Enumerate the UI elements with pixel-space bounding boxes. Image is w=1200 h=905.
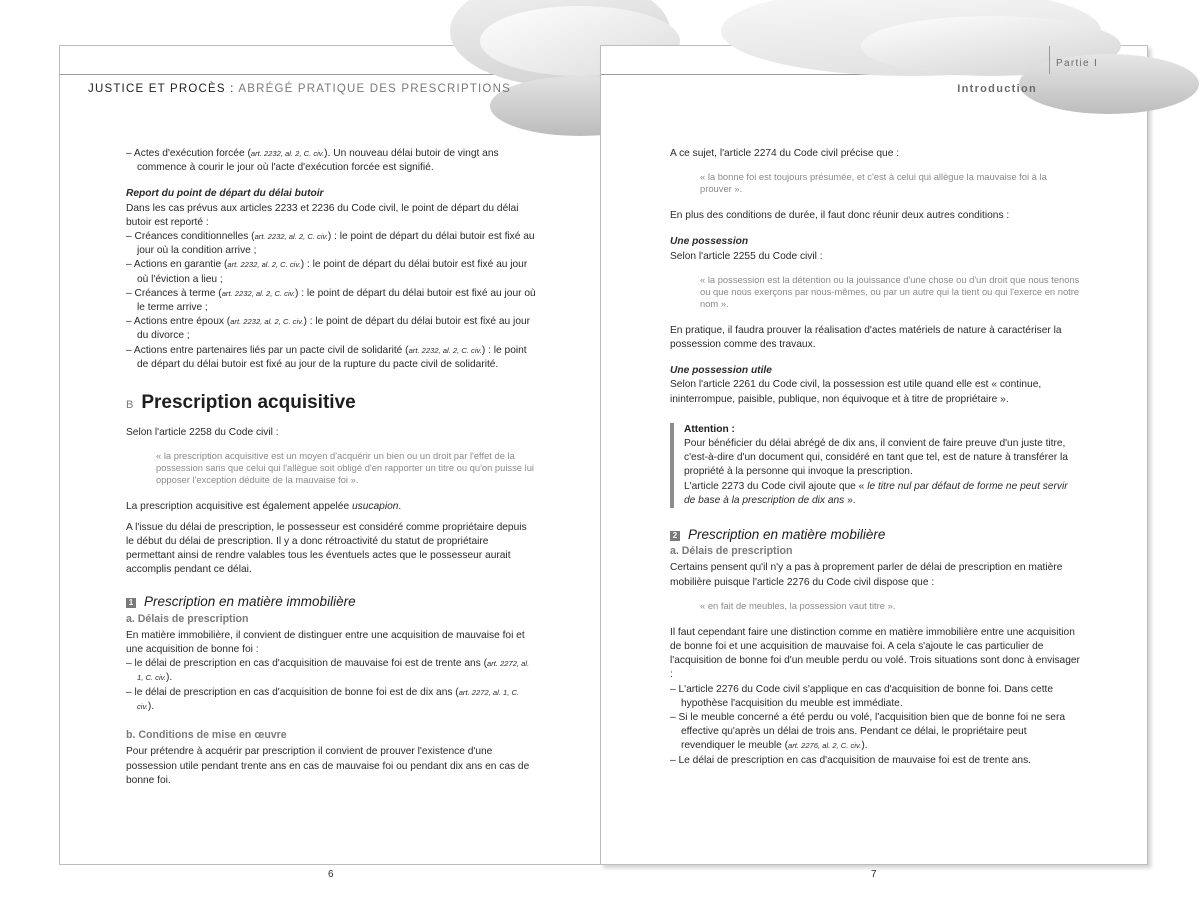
header-swoosh-decoration [601,46,1049,74]
section-title: Prescription acquisitive [141,392,356,414]
subsection-title: Prescription en matière immobilière [144,594,356,610]
list-item: – Actions en garantie (art. 2232, al. 2, C. civ.) : le point de départ du délai butoir est fixé au jour où l'éviction a lieu ; [126,259,528,285]
right-page [600,45,1148,880]
paragraph: A l'issue du délai de prescription, le possesseur est considéré comme propriétaire depuis le début du délai de prescription. Il y a donc rétroactivité du statut de propriétaire permettant ainsi de rendre valables tous les éventuels actes que le possesseur aurait accomplis pendant ce délai. [126,521,527,576]
legal-quote: « la prescription acquisitive est un moyen d'acquérir un bien ou un droit par l'effet de la possession sans que celui qui l'allègue soit obligé d'en rapporter un titre ou qu'on puisse lui opposer l'exception déduite de la mauvaise foi ». [156,450,535,486]
list-item: – Créances conditionnelles (art. 2232, al. 2, C. civ.) : le point de départ du délai butoir est fixé au jour où la condition arrive ; [126,231,535,257]
running-header [88,83,511,95]
running-header: Introduction [957,83,1037,95]
header-swoosh-decoration-lower [1049,74,1149,102]
subsection-title: Prescription en matière mobilière [688,527,886,543]
legal-quote: « la possession est la détention ou la jouissance d'une chose ou d'un droit que nous tenons ou que nous exerçons par nous-mêmes, ou par un autre qui la tient ou qui l'exerce en notre nom ». [700,273,1080,309]
header-book-title: ABRÉGÉ PRATIQUE DES PRESCRIPTIONS [238,83,511,95]
list-item: – Actes d'exécution forcée (art. 2232, al. 2, C. civ.). Un nouveau délai butoir de vingt ans commence à courir le jour où l'acte d'exécution forcée est signifié. [126,148,499,174]
paragraph: En pratique, il faudra prouver la réalisation d'actes matériels de nature à caractériser la possession comme des travaux. [670,324,1062,351]
paragraph: Selon l'article 2261 du Code civil, la possession est utile quand elle est « continue, ininterrompue, paisible, publique, non équivoque et à titre de propriétaire ». [670,379,1042,405]
sub-heading: a. Délais de prescription [126,612,249,625]
paragraph: Dans les cas prévus aux articles 2233 et 2236 du Code civil, le point de départ du délai butoir est reporté : [126,202,519,228]
legal-quote: « en fait de meubles, la possession vaut titre ». [700,599,896,611]
page-number: 7 [871,869,877,880]
list-item: – Si le meuble concerné a été perdu ou volé, l'acquisition bien que de bonne foi ne sera effective qu'après un délai de trois ans. Pendant ce délai, le propriétaire peut revendiquer le meuble (art. 2276, al. 2, C. civ.). [670,712,1065,752]
part-tab: Partie I [1049,46,1149,74]
section-heading-b [126,392,536,414]
paragraph: A ce sujet, l'article 2274 du Code civil précise que : [670,148,900,159]
callout-title: Attention : [684,423,735,435]
subsection-heading-1 [126,595,536,609]
list-item: – le délai de prescription en cas d'acquisition de mauvaise foi est de trente ans (art. 2272, al. 1, C. civ.). [126,658,530,684]
list-item: – le délai de prescription en cas d'acquisition de bonne foi est de dix ans (art. 2272, al. 1, C. civ.). [126,686,520,712]
list-item: – Créances à terme (art. 2232, al. 2, C. civ.) : le point de départ du délai butoir est fixé au jour où le terme arrive ; [126,287,536,314]
header-series-title: JUSTICE ET PROCÈS : [88,83,235,95]
list-item: – Le délai de prescription en cas d'acquisition de mauvaise foi est de trente ans. [670,754,1031,766]
paragraph: Selon l'article 2255 du Code civil : [670,250,823,262]
left-body [126,147,536,794]
legal-quote: « la bonne foi est toujours présumée, et c'est à celui qui allègue la mauvaise foi à la prouver ». [700,171,1047,195]
callout-article: L'article 2273 du Code civil ajoute que « le titre nul par défaut de forme ne peut servir de base à la prescription de dix ans ». [684,480,1068,506]
attention-callout [670,423,1080,508]
sub-heading: b. Conditions de mise en œuvre [126,729,287,742]
possession-heading: Une possession [670,236,749,248]
section-number-badge: 1 [126,598,136,608]
report-heading: Report du point de départ du délai butoir [126,188,324,200]
paragraph: En matière immobilière, il convient de distinguer entre une acquisition de mauvaise foi et une acquisition de bonne foi : [126,629,525,656]
paragraph: Certains pensent qu'il n'y a pas à proprement parler de délai de prescription en matière mobilière puisque l'article 2276 du Code civil dispose que : [670,562,1063,588]
paragraph: Pour prétendre à acquérir par prescription il convient de prouver l'existence d'une possession utile pendant trente ans en cas de mauvaise foi ou pendant dix ans en cas de bonne foi. [126,746,530,786]
list-item: – Actions entre partenaires liés par un pacte civil de solidarité (art. 2232, al. 2, C. civ.) : le point de départ du délai butoir est fixé au jour de la rupture du pacte civil de solidarité. [126,344,527,370]
page-number: 6 [328,869,334,880]
paragraph: Il faut cependant faire une distinction comme en matière immobilière entre une acquisition de bonne foi et une acquisition de mauvaise foi. A cela s'ajoute le cas particulier de l'acquisition de bonne foi d'un meuble perdu ou volé. Trois situations sont donc à envisager : [670,626,1080,681]
section-letter: B [126,399,134,412]
paragraph: Selon l'article 2258 du Code civil : [126,427,279,439]
right-body [670,147,1080,768]
section-number-badge: 2 [670,531,680,541]
sub-heading: a. Délais de prescription [670,545,793,558]
list-item: – L'article 2276 du Code civil s'applique en cas d'acquisition de bonne foi. Dans cette hypothèse l'acquisition du meuble est immédiate. [670,683,1054,709]
paragraph: En plus des conditions de durée, il faut donc réunir deux autres conditions : [670,210,1010,222]
callout-body: Pour bénéficier du délai abrégé de dix ans, il convient de faire preuve d'un juste titre, c'est-à-dire d'un document qui, considéré en tant que tel, est de nature à transférer la propriété à la personne qui invoque la prescription. [684,438,1068,478]
list-item: – Actions entre époux (art. 2232, al. 2, C. civ.) : le point de départ du délai butoir est fixé au jour du divorce ; [126,316,531,342]
possession-utile-heading: Une possession utile [670,365,772,377]
paragraph: La prescription acquisitive est également appelée usucapion. [126,501,402,513]
left-page [59,45,601,880]
subsection-heading-2 [670,528,1080,542]
